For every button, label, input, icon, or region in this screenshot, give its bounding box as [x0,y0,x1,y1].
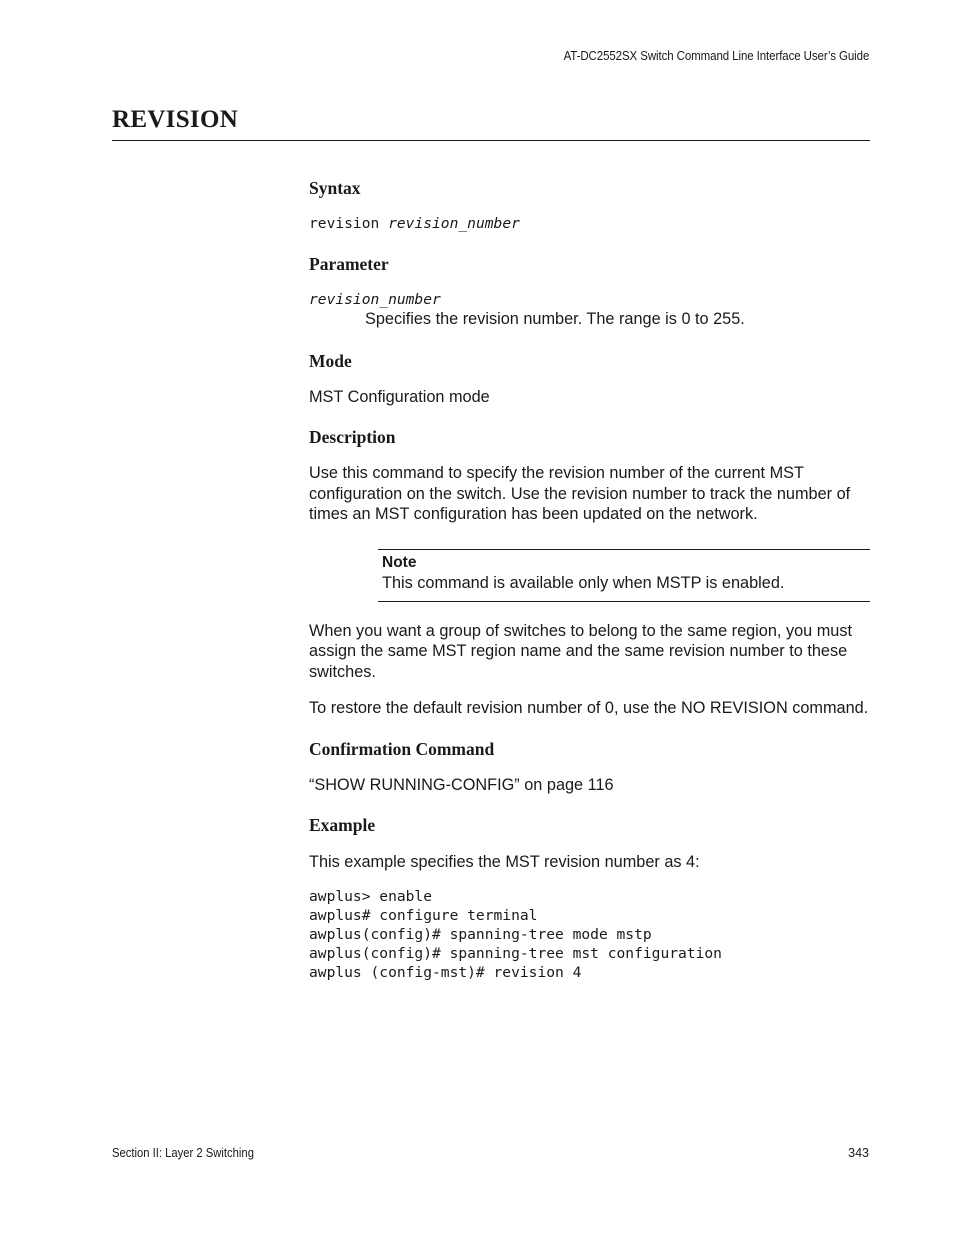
code-line: awplus (config-mst)# revision 4 [309,963,582,981]
parameter-name: revision_number [309,291,441,308]
code-line: awplus(config)# spanning-tree mode mstp [309,925,652,943]
footer-section-label: Section II: Layer 2 Switching [112,1146,254,1160]
footer-page-number: 343 [848,1146,869,1160]
note-box [378,549,870,602]
page-title: REVISION [112,106,239,133]
mode-section [309,351,870,408]
confirmation-text: “SHOW RUNNING-CONFIG” on page 116 [309,775,614,794]
description-paragraph-1: Use this command to specify the revision number of the current MST configuration on the switch. Use the revision number to track the number of times an MST configuration has been updated on the network. [309,464,851,523]
description-section [309,427,870,719]
note-label: Note [382,553,417,571]
title-divider [112,140,870,141]
note-text: This command is available only when MSTP is enabled. [382,573,785,592]
syntax-argument: revision_number [388,215,520,232]
description-paragraph-3: To restore the default revision number of 0, use the NO REVISION command. [309,699,869,717]
mode-heading: Mode [309,350,352,371]
confirmation-heading: Confirmation Command [309,738,495,759]
code-line: awplus# configure terminal [309,906,538,924]
content-body [309,178,870,982]
description-paragraph-2: When you want a group of switches to belong to the same region, you must assign the same MST region name and the same revision number to these switches. [309,621,853,681]
confirmation-section [309,739,870,796]
mode-text: MST Configuration mode [309,387,490,406]
code-line: awplus(config)# spanning-tree mst configuration [309,944,722,962]
example-code-block [309,887,870,982]
example-heading: Example [309,815,376,835]
parameter-description: Specifies the revision number. The range is 0 to 255. [365,310,745,328]
syntax-command [309,214,870,233]
description-heading: Description [309,427,396,447]
code-line: awplus> enable [309,887,433,905]
running-header: AT-DC2552SX Switch Command Line Interface User’s Guide [563,49,869,63]
parameter-heading: Parameter [309,254,389,274]
syntax-heading: Syntax [309,178,361,198]
example-intro: This example specifies the MST revision number as 4: [309,853,700,871]
parameter-section [309,254,870,330]
example-section [309,815,870,982]
syntax-keyword: revision [309,215,380,232]
syntax-section [309,178,870,233]
